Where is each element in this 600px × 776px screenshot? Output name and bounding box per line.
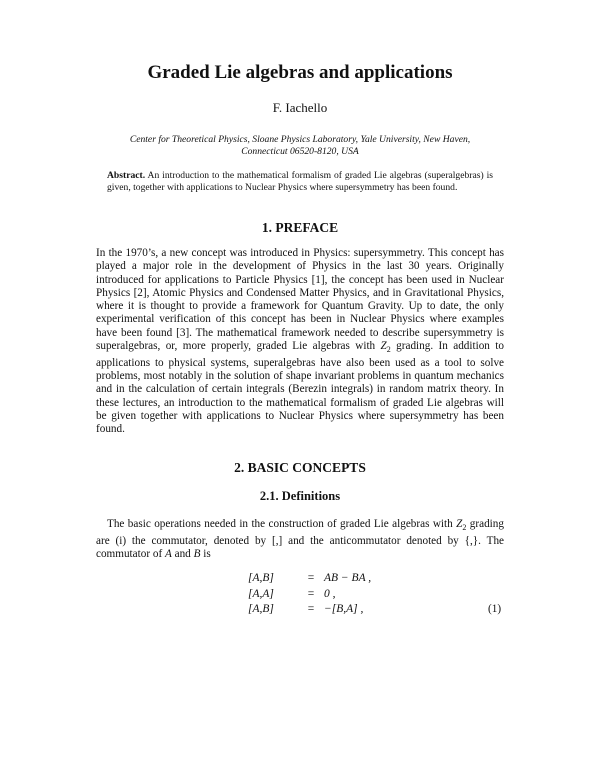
definitions-text-2: grading are (i) the commutator, denoted by [,] and the anticommutator denoted by {,}. The commutator of bbox=[96, 518, 504, 560]
equation-rhs: 0 , bbox=[324, 587, 336, 600]
equation-block bbox=[248, 571, 371, 618]
subsection-heading: 2.1. Definitions bbox=[259, 489, 341, 503]
equation-lhs: [A,B] bbox=[248, 603, 274, 615]
affiliation-line-1: Center for Theoretical Physics, Sloane Physics Laboratory, Yale University, New Haven, bbox=[129, 134, 471, 145]
equation-rhs: −[B,A] , bbox=[324, 603, 364, 615]
definitions-text-1: The basic operations needed in the construction of graded Lie algebras with bbox=[107, 518, 457, 530]
author-name: F. Iachello bbox=[272, 100, 328, 115]
definitions-z: Z bbox=[456, 518, 463, 530]
definitions-and: and bbox=[171, 547, 194, 560]
definitions-paragraph bbox=[96, 518, 504, 561]
equation-row bbox=[248, 602, 371, 618]
preface-z: Z bbox=[380, 340, 387, 353]
definitions-var-b: B bbox=[193, 547, 201, 560]
equation-equals: = bbox=[307, 572, 315, 584]
definitions-var-a: A bbox=[164, 547, 172, 560]
equation-row bbox=[248, 587, 371, 603]
abstract-label: Abstract. bbox=[107, 170, 146, 181]
preface-paragraph bbox=[96, 247, 504, 436]
abstract bbox=[107, 170, 493, 194]
abstract-text: An introduction to the mathematical formalism of graded Lie algebras (superalgebras) is given, together with applications to Nuclear Physics where supersymmetry has been found. bbox=[107, 170, 493, 193]
definitions-z-subscript: 2 bbox=[462, 523, 467, 533]
section-2-heading: 2. BASIC CONCEPTS bbox=[234, 460, 366, 475]
affiliation-line-2: Connecticut 06520-8120, USA bbox=[241, 146, 359, 157]
paper-title: Graded Lie algebras and applications bbox=[147, 62, 453, 83]
equation-number: (1) bbox=[488, 603, 502, 615]
equation-lhs: [A,B] bbox=[248, 572, 274, 584]
equation-lhs: [A,A] bbox=[248, 587, 274, 600]
preface-z-subscript: 2 bbox=[386, 345, 391, 355]
equation-row bbox=[248, 571, 371, 587]
preface-text-1: In the 1970’s, a new concept was introduced in Physics: supersymmetry. This concept has played a major role in the development of Physics in the last 30 years. Originally introduced for applications to Particle Physics [1], the concept has been used in Nuclear Physics [2], Atomic Physics and Condensed Matter Physics, and in Gravitational Physics, where it is thought to provide a framework for Quantum Gravity. Up to date, the only experimental verification of this concept has been in Nuclear Physics where examples have been found [3]. The mathematical framework needed to describe supersymmetry is superalgebras, or, more properly, graded Lie algebras with bbox=[96, 247, 504, 353]
preface-text-2: grading. In addition to applications to physical systems, superalgebras have also been used as a tool to solve problems, most notably in the solution of shape invariant problems in quantum mechanics and in the calculation of certain integrals (Berezin integrals) in random matrix theory. In these lectures, an introduction to the mathematical formalism of graded Lie algebras will be given together with applications to Nuclear Physics where supersymmetry has been found. bbox=[96, 340, 504, 436]
equation-equals: = bbox=[307, 603, 315, 615]
equation-rhs: AB − BA , bbox=[324, 572, 372, 584]
equation-equals: = bbox=[307, 587, 315, 600]
affiliation bbox=[110, 134, 490, 158]
section-1-heading: 1. PREFACE bbox=[261, 220, 339, 235]
definitions-is: is bbox=[200, 547, 211, 560]
